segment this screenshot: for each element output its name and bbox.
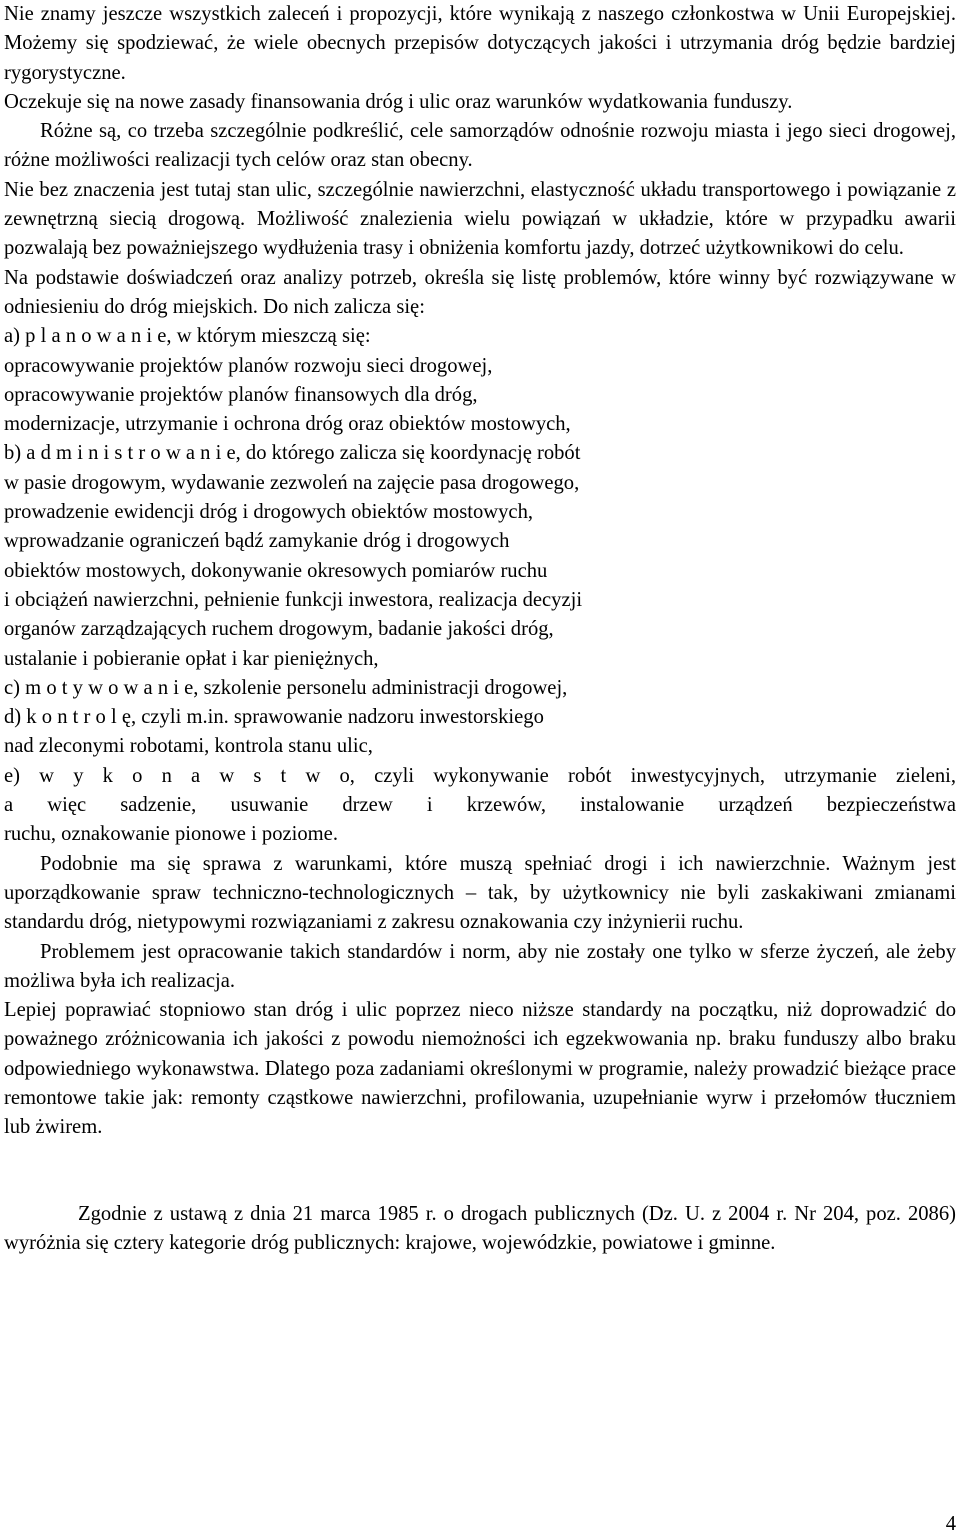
paragraph-repairs: Lepiej poprawiać stopniowo stan dróg i ulic poprzez nieco niższe standardy na początku, niż doprowadzić do poważnego zróżnicowania ich jakości z powodu niemożności ich egzekwowania np. braku funduszy albo braku odpowiedniego wykonawstwa. Dlatego poza zadaniami określonymi w programie, należy prowadzić bieżące prace remontowe takie jak: remonty cząstkowe nawierzchni, profilowania, uzupełnianie wyrw i przełomów tłuczniem lub żwirem. (4, 999, 956, 1139)
list-item-head: d) k o n t r o l ę, czyli m.in. sprawowanie nadzoru inwestorskiego (4, 706, 544, 729)
paragraph-norms: Problemem jest opracowanie takich standardów i norm, aby nie zostały one tylko w sferze życzeń, ale żeby możliwa była ich realizacja. (4, 940, 956, 992)
list-item-execution (4, 762, 956, 850)
list-item-administration (4, 439, 956, 673)
paragraph-standards: Podobnie ma się sprawa z warunkami, które muszą spełniać drogi i ich nawierzchnie. Ważnym jest uporządkowanie spraw techniczno-technologicznych – tak, by użytkownicy nie byli zaskakiwani zmianami standardu dróg, nietypowymi rozwiązaniami z zakresu oznakowania czy inżynierii ruchu. (4, 852, 956, 934)
list-item-head: c) m o t y w o w a n i e, szkolenie personelu administracji drogowej, (4, 676, 568, 699)
list-item-line: modernizacje, utrzymanie i ochrona dróg oraz obiektów mostowych, (4, 413, 571, 436)
paragraph-goals: Różne są, co trzeba szczególnie podkreślić, cele samorządów odnośnie rozwoju miasta i jego sieci drogowej, różne możliwości realizacji tych celów oraz stan obecny. (4, 120, 956, 172)
list-item-line: wprowadzanie ograniczeń bądź zamykanie dróg i drogowych (4, 530, 510, 553)
spacer (4, 1143, 956, 1200)
paragraph-problem-list-intro: Na podstawie doświadczeń oraz analizy potrzeb, określa się listę problemów, które winny być rozwiązywane w odniesieniu do dróg miejskich. Do nich zalicza się: (4, 266, 956, 318)
paragraph-eu-membership: Nie znamy jeszcze wszystkich zaleceń i propozycji, które wynikają z naszego członkostwa w Unii Europejskiej. Możemy się spodziewać, że wiele obecnych przepisów dotyczących jakości i utrzymania dróg będzie bardziej rygorystyczne. (4, 3, 956, 84)
list-item-line: ruchu, oznakowanie pionowe i poziome. (4, 823, 338, 846)
list-item-line: obiektów mostowych, dokonywanie okresowych pomiarów ruchu (4, 559, 548, 582)
document-page (4, 0, 956, 1258)
list-item-line: opracowywanie projektów planów rozwoju sieci drogowej, (4, 354, 493, 377)
paragraph-financing: Oczekuje się na nowe zasady finansowania dróg i ulic oraz warunków wydatkowania funduszy. (4, 90, 793, 113)
list-item-line: prowadzenie ewidencji dróg i drogowych obiektów mostowych, (4, 501, 534, 524)
list-item-head: e) w y k o n a w s t w o, czyli wykonywanie robót inwestycyjnych, utrzymanie zieleni, (4, 764, 956, 787)
list-item-line: opracowywanie projektów planów finansowych dla dróg, (4, 383, 478, 406)
list-item-motivation (4, 674, 956, 703)
page-number: 4 (945, 1513, 956, 1535)
list-item-line: organów zarządzających ruchem drogowym, badanie jakości dróg, (4, 618, 554, 641)
list-item-planning (4, 322, 956, 439)
list-item-line: nad zleconymi robotami, kontrola stanu ulic, (4, 735, 373, 758)
paragraph-road-categories: Zgodnie z ustawą z dnia 21 marca 1985 r. o drogach publicznych (Dz. U. z 2004 r. Nr 204, poz. 2086) wyróżnia się cztery kategorie dróg publicznych: krajowe, wojewódzkie, powiatowe i gminne. (4, 1202, 956, 1254)
list-item-head: a) p l a n o w a n i e, w którym mieszczą się: (4, 325, 371, 348)
list-item-head: b) a d m i n i s t r o w a n i e, do którego zalicza się koordynację robót (4, 442, 581, 465)
list-item-line: ustalanie i pobieranie opłat i kar pieniężnych, (4, 647, 379, 670)
paragraph-street-condition: Nie bez znaczenia jest tutaj stan ulic, szczególnie nawierzchni, elastyczność układu transportowego i powiązanie z zewnętrzną siecią drogową. Możliwość znalezienia wielu powiązań w układzie, które w przypadku awarii pozwalają bez poważniejszego wydłużenia trasy i obniżenia komfortu jazdy, dotrzeć użytkownikowi do celu. (4, 178, 956, 260)
list-item-line: i obciążeń nawierzchni, pełnienie funkcji inwestora, realizacja decyzji (4, 588, 583, 611)
list-item-line: a więc sadzenie, usuwanie drzew i krzewów, instalowanie urządzeń bezpieczeństwa (4, 794, 956, 817)
list-item-line: w pasie drogowym, wydawanie zezwoleń na zajęcie pasa drogowego, (4, 471, 580, 494)
list-item-control (4, 703, 956, 762)
